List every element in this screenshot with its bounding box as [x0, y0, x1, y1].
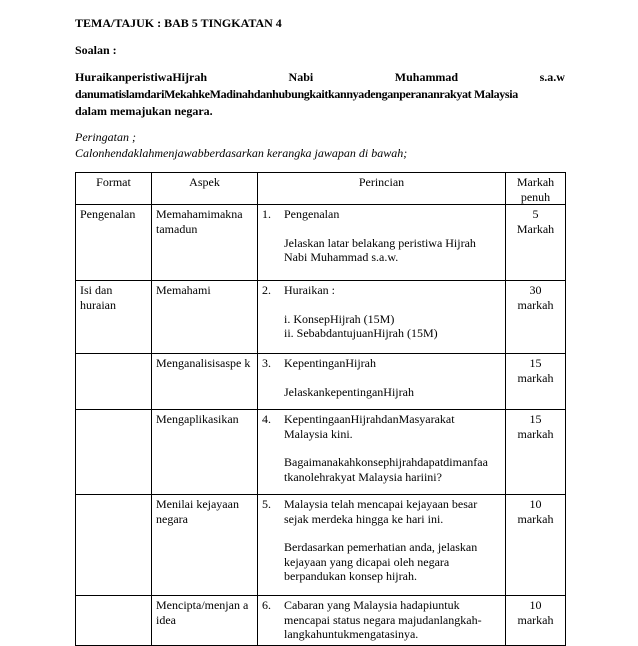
perincian-heading: KepentingaanHijrahdanMasyarakat Malaysia kini.	[284, 412, 455, 441]
table-row	[76, 410, 566, 495]
perincian-detail: Berdasarkan pemerhatian anda, jelaskan kejayaan yang dicapai oleh negara berpandukan konsep hijrah.	[284, 540, 478, 583]
markah-value: 15	[529, 356, 542, 370]
cell-perincian	[258, 410, 506, 495]
table-row	[76, 354, 566, 410]
cell-aspek: Memahamimakna tamadun	[152, 205, 258, 281]
question-word: s.a.w	[539, 70, 565, 84]
markah-unit: markah	[517, 370, 554, 385]
cell-perincian	[258, 354, 506, 410]
cell-markah	[506, 354, 566, 410]
header-markah	[506, 173, 566, 205]
cell-markah	[506, 205, 566, 281]
markah-value: 10	[529, 497, 542, 511]
cell-format	[76, 495, 152, 596]
markah-unit: markah	[517, 612, 554, 627]
table-header-row	[76, 173, 566, 205]
item-number: 6.	[262, 598, 271, 612]
markah-unit: Markah	[516, 221, 555, 236]
cell-format	[76, 410, 152, 495]
item-number: 5.	[262, 497, 271, 511]
perincian-detail: Bagaimanakahkonsephijrahdapatdimanfaa tkanolehrakyat Malaysia hariini?	[284, 455, 488, 484]
perincian-detail: ii. SebabdantujuanHijrah (15M)	[284, 326, 438, 340]
cell-markah	[506, 410, 566, 495]
header-perincian: Perincian	[258, 173, 506, 205]
perincian-heading: Cabaran yang Malaysia hadapiuntuk mencapai status negara majudanlangkah-langkahuntukmengatasinya.	[284, 598, 482, 641]
soalan-label: Soalan :	[75, 43, 117, 57]
markah-unit: markah	[517, 297, 554, 312]
question-line-1	[75, 70, 565, 85]
item-number: 2.	[262, 283, 271, 297]
markah-value: 15	[529, 412, 542, 426]
cell-markah	[506, 281, 566, 354]
perincian-heading: Pengenalan	[284, 207, 340, 221]
table-row	[76, 281, 566, 354]
cell-format: Isi dan huraian	[76, 281, 152, 354]
markah-value: 5	[532, 207, 539, 221]
perincian-detail: JelaskankepentinganHijrah	[284, 384, 414, 399]
cell-aspek: Mengaplikasikan	[152, 410, 258, 495]
cell-markah	[506, 495, 566, 596]
cell-perincian	[258, 281, 506, 354]
perincian-detail: Jelaskan latar belakang peristiwa Hijrah Nabi Muhammad s.a.w.	[284, 235, 476, 264]
answer-framework-table	[75, 172, 566, 646]
table-row	[76, 596, 566, 646]
perincian-detail: i. KonsepHijrah (15M)	[284, 311, 395, 326]
question-word: Nabi	[288, 70, 314, 84]
perincian-heading: KepentinganHijrah	[284, 356, 376, 370]
item-number: 3.	[262, 356, 271, 370]
item-number: 1.	[262, 207, 271, 221]
table-row	[76, 205, 566, 281]
header-markah-line1: Markah	[516, 175, 555, 189]
cell-format: Pengenalan	[76, 205, 152, 281]
cell-perincian	[258, 495, 506, 596]
cell-format	[76, 354, 152, 410]
question-line-3: dalam memajukan negara.	[75, 104, 213, 118]
item-number: 4.	[262, 412, 271, 426]
cell-perincian	[258, 596, 506, 646]
question-word: Muhammad	[394, 70, 459, 84]
header-format: Format	[76, 173, 152, 205]
warning-label: Peringatan ;	[75, 130, 136, 144]
table-row	[76, 495, 566, 596]
question-line-2: danumatislamdariMekahkeMadinahdanhubungkaitkannyadenganperananrakyat Malaysia	[75, 87, 518, 101]
question-word: HuraikanperistiwaHijrah	[75, 70, 208, 84]
cell-aspek: Menilai kejayaan negara	[152, 495, 258, 596]
cell-aspek: Memahami	[152, 281, 258, 354]
cell-format	[76, 596, 152, 646]
cell-markah	[506, 596, 566, 646]
markah-unit: markah	[517, 511, 554, 526]
warning-text: Calonhendaklahmenjawabberdasarkan kerangka jawapan di bawah;	[75, 146, 408, 160]
document-title: TEMA/TAJUK : BAB 5 TINGKATAN 4	[75, 16, 282, 30]
header-aspek: Aspek	[152, 173, 258, 205]
perincian-heading: Huraikan :	[284, 283, 335, 297]
markah-unit: markah	[517, 426, 554, 441]
header-markah-line2: penuh	[520, 189, 551, 204]
cell-aspek: Menganalisisaspe k	[152, 354, 258, 410]
cell-perincian	[258, 205, 506, 281]
markah-value: 30	[529, 283, 542, 297]
cell-aspek: Mencipta/menjan a idea	[152, 596, 258, 646]
markah-value: 10	[529, 598, 542, 612]
perincian-heading: Malaysia telah mencapai kejayaan besar sejak merdeka hingga ke hari ini.	[284, 497, 478, 526]
